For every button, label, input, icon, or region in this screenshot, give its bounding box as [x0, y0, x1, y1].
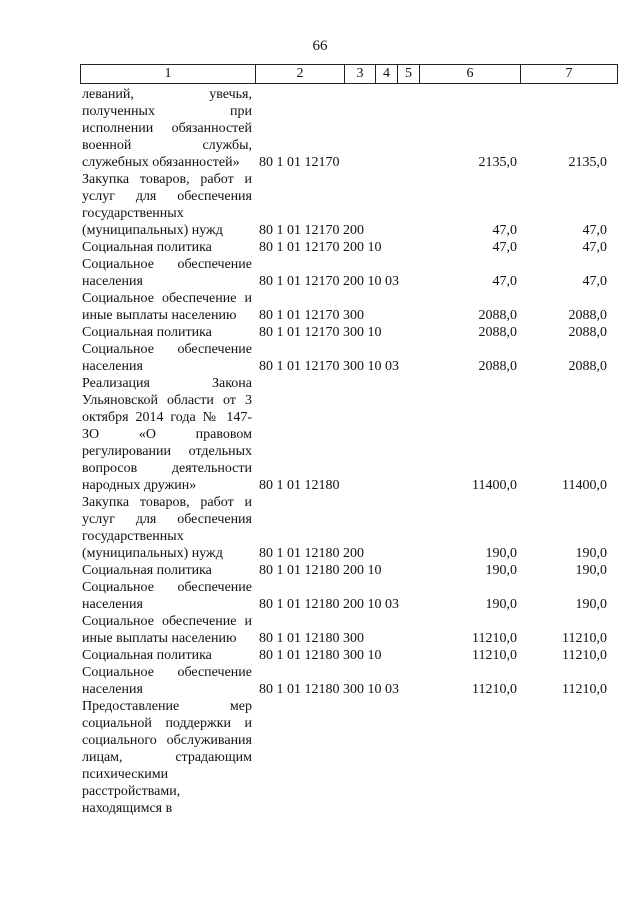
table-row: [82, 239, 612, 256]
row-description: Социальная политика: [82, 240, 212, 255]
row-value-7: 190,0: [575, 546, 607, 561]
row-value-6: 190,0: [485, 546, 517, 561]
table-row: [82, 562, 612, 579]
row-description: леваний, увечья, полученных при исполнении обязанностей военной службы, служебных обязанностей»: [82, 87, 252, 170]
row-value-7: 47,0: [582, 274, 607, 289]
table-row: [82, 494, 612, 562]
header-col-3: 3: [345, 65, 376, 83]
table-row: [82, 290, 612, 324]
row-value-6: 11400,0: [472, 478, 517, 493]
budget-table: [82, 86, 612, 817]
table-row: [82, 579, 612, 613]
table-row: [82, 171, 612, 239]
row-value-7: 47,0: [582, 223, 607, 238]
row-description: Социальное обеспечение населения: [82, 342, 252, 374]
row-code: 80 1 01 12170 300 10: [259, 325, 382, 340]
row-code: 80 1 01 12170 200 10: [259, 240, 382, 255]
row-description: Социальное обеспечение и иные выплаты населению: [82, 291, 252, 323]
row-value-7: 11210,0: [562, 682, 607, 697]
table-row: [82, 613, 612, 647]
row-value-6: 2088,0: [478, 325, 517, 340]
row-code: 80 1 01 12180 300: [259, 631, 364, 646]
row-value-6: 11210,0: [472, 682, 517, 697]
row-code: 80 1 01 12180 200 10: [259, 563, 382, 578]
row-description: Социальное обеспечение населения: [82, 257, 252, 289]
row-value-7: 2088,0: [568, 325, 607, 340]
row-value-6: 190,0: [485, 563, 517, 578]
row-value-7: 11210,0: [562, 631, 607, 646]
header-col-4: 4: [376, 65, 398, 83]
row-code: 80 1 01 12170 300 10 03: [259, 359, 399, 374]
table-row: [82, 698, 612, 817]
row-value-6: 11210,0: [472, 631, 517, 646]
row-code: 80 1 01 12170 200: [259, 223, 364, 238]
header-col-7: 7: [565, 66, 573, 81]
table-row: [82, 256, 612, 290]
table-header: [80, 64, 618, 84]
table-row: [82, 86, 612, 171]
row-code: 80 1 01 12180: [259, 478, 340, 493]
row-value-6: 2135,0: [478, 155, 517, 170]
header-col-6: 6: [420, 65, 521, 83]
row-description: Социальное обеспечение населения: [82, 580, 252, 612]
header-col-5: 5: [398, 65, 420, 83]
row-code: 80 1 01 12170 300: [259, 308, 364, 323]
row-code: 80 1 01 12170 200 10 03: [259, 274, 399, 289]
table-row: [82, 324, 612, 341]
header-col-1: 1: [81, 65, 256, 83]
row-value-7: 47,0: [582, 240, 607, 255]
row-description: Социальная политика: [82, 648, 212, 663]
row-value-6: 2088,0: [478, 308, 517, 323]
row-value-6: 47,0: [492, 274, 517, 289]
table-row: [82, 664, 612, 698]
row-code: 80 1 01 12180 200 10 03: [259, 597, 399, 612]
row-description: Социальное обеспечение и иные выплаты населению: [82, 614, 252, 646]
row-description: Социальное обеспечение населения: [82, 665, 252, 697]
row-value-6: 190,0: [485, 597, 517, 612]
row-value-7: 190,0: [575, 597, 607, 612]
row-value-6: 47,0: [492, 223, 517, 238]
row-value-6: 11210,0: [472, 648, 517, 663]
row-description: Закупка товаров, работ и услуг для обеспечения государственных (муниципальных) нужд: [82, 172, 252, 238]
row-value-6: 47,0: [492, 240, 517, 255]
row-value-7: [522, 800, 607, 817]
row-description: Закупка товаров, работ и услуг для обеспечения государственных (муниципальных) нужд: [82, 495, 252, 561]
header-col-2: 2: [256, 65, 345, 83]
row-value-7: 2088,0: [568, 308, 607, 323]
table-row: [82, 647, 612, 664]
table-row: [82, 341, 612, 375]
row-code: 80 1 01 12180 300 10: [259, 648, 382, 663]
row-value-7: 190,0: [575, 563, 607, 578]
row-code: 80 1 01 12180 200: [259, 546, 364, 561]
row-description: Предоставление мер социальной поддержки и социального обслуживания лицам, страдающим психическими расстройствами, находящимся в: [82, 699, 252, 816]
page-number: 66: [312, 38, 328, 54]
row-code: 80 1 01 12180 300 10 03: [259, 682, 399, 697]
row-code: 80 1 01 12170: [259, 155, 340, 170]
row-value-7: 11210,0: [562, 648, 607, 663]
row-description: Социальная политика: [82, 325, 212, 340]
row-value-6: [437, 800, 517, 817]
table-row: [82, 375, 612, 494]
row-value-7: 2135,0: [568, 155, 607, 170]
row-description: Социальная политика: [82, 563, 212, 578]
row-value-7: 2088,0: [568, 359, 607, 374]
row-value-7: 11400,0: [562, 478, 607, 493]
row-description: Реализация Закона Ульяновской области от 3 октября 2014 года № 147-ЗО «О правовом регулировании отдельных вопросов деятельности народных дружин»: [82, 376, 252, 493]
row-value-6: 2088,0: [478, 359, 517, 374]
